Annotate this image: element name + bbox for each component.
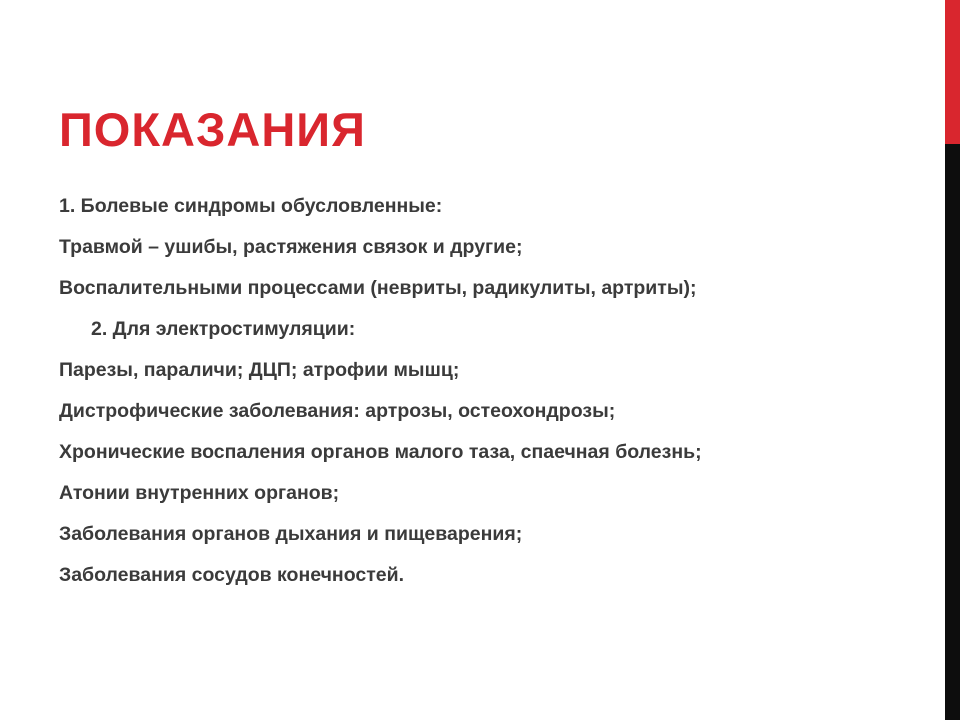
list-item: 2. Для электростимуляции: [91,318,356,340]
list-item: Воспалительными процессами (невриты, радикулиты, артриты); [59,277,697,299]
list-item: Заболевания органов дыхания и пищеварения; [59,523,523,545]
list-item: Заболевания сосудов конечностей. [59,564,404,586]
list-item: Дистрофические заболевания: артрозы, остеохондрозы; [59,400,616,422]
accent-bar-dark [945,144,960,720]
accent-bar-red [945,0,960,144]
list-item: Травмой – ушибы, растяжения связок и другие; [59,236,523,258]
list-item: 1. Болевые синдромы обусловленные: [59,195,443,217]
list-item: Атонии внутренних органов; [59,482,340,504]
slide-title: ПОКАЗАНИЯ [59,103,366,156]
content-list [59,190,929,600]
list-item: Хронические воспаления органов малого таза, спаечная болезнь; [59,441,702,463]
list-item: Парезы, параличи; ДЦП; атрофии мышц; [59,359,460,381]
